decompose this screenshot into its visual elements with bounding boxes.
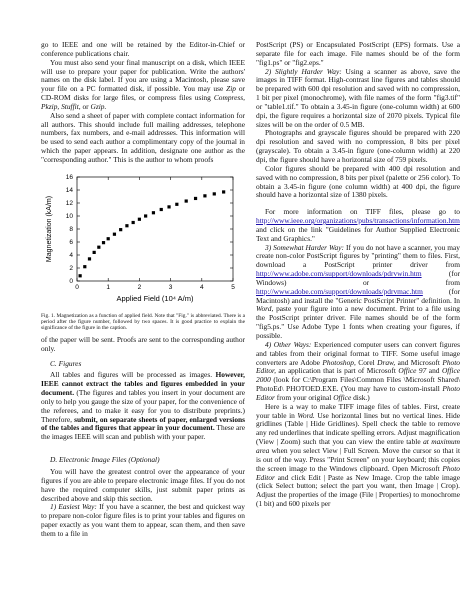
text-run: paste your figure into a new document. Print to a file using the PostScript printer driver. File names should be of the form "fig5.ps." Use Adobe Type 1 fonts when creating your figures, if possible. (256, 304, 460, 340)
text-run: You must also send your final manuscript on a disk, which IEEE will use to prepare your paper for publication. Write the authors' names on the disk label. If you are using a Macintosh, please save your file on a PC formatted disk, if possible. You may use (41, 57, 245, 94)
text-run: Office 97 (398, 366, 427, 376)
y-tick-label: 6 (69, 239, 73, 247)
text-run: disk.) (351, 392, 370, 402)
data-point (88, 257, 91, 260)
data-point (83, 265, 86, 268)
text-run: For more information on TIFF files, please go to (265, 207, 460, 217)
data-point (194, 197, 197, 200)
data-point (138, 217, 141, 220)
text-run: Photo Editor (256, 463, 460, 482)
paragraph: PostScript (PS) or Encapsulated PostScript (EPS) formats. Use a separate file for each image. File names should be of the form "fig1.ps" or "fig2.eps." (256, 40, 460, 67)
text-run: Word. (297, 410, 315, 420)
y-tick-label: 2 (69, 265, 73, 273)
text-run: Office 2000 (256, 366, 461, 385)
x-axis-label: Applied Field (10⁴ A/m) (116, 293, 194, 303)
text-run: Corel (355, 357, 378, 367)
x-tick-label: 3 (168, 283, 173, 291)
paragraph (41, 503, 245, 538)
text-run: Using a scanner as above, save the images in TIFF format. High-contrast line figures and tables should be prepared with 600 dpi resolution and saved with no compression, 1 bit per pixel (monochrome), with file names of the form "fig3.tif" or "table1.tif." To obtain a 3.45-in figure (one-column width) at 600 dpi, the figure requires a horizontal size of 2070 pixels. Typical file sizes will be on the order of 0.5 MB. (256, 66, 460, 129)
text-run: Zip (226, 84, 236, 94)
text-run: and click on the link "Guidelines for Author Supplied Electronic Text and Graphics." (256, 224, 460, 243)
y-tick-label: 8 (69, 226, 73, 234)
data-point (144, 214, 147, 217)
text-run: or CD-ROM disks for large files, or compress files using (41, 84, 245, 103)
data-point (175, 203, 178, 206)
data-point (203, 194, 206, 197)
text-run: Compress, Pkzip, Stuffit, (41, 93, 245, 111)
section-heading: D. Electronic Image Files (Optional) (50, 455, 160, 465)
x-tick-label: 1 (106, 283, 111, 291)
paragraph: Also send a sheet of paper with complete contact information for all authors. This should include full mailing addresses, telephone numbers, fax numbers, and e-mail addresses. This information will be used to send each author a complimentary copy of the journal in which the paper appears. In addition, designate one author as the "corresponding author." This is the author to whom proofs (41, 110, 245, 164)
tiff-info-link[interactable]: http://www.ieee.org/organizations/pubs/transactions/information.htm (256, 216, 460, 226)
text-run: If you have a scanner, the best and quickest way to prepare non-color figure files is to print your tables and figures on paper exactly as you want them to appear, scan them, and then save them to a file in (41, 502, 245, 538)
text-run: Gzip. (90, 101, 107, 111)
x-tick-label: 5 (231, 283, 235, 291)
text-run: However, IEEE cannot extract the tables and figures embedded in your document. (41, 370, 245, 398)
y-axis-label: Magnetization (kA/m) (46, 195, 53, 262)
text-run: (look for C:\Program Files\Common Files \Microsoft Shared\ PhotoEd\ PHOTOED.EXE. (You may have to custom-install (256, 375, 460, 394)
text-run: Photoshop, (322, 357, 356, 367)
paragraph (41, 59, 245, 112)
text-run: 1) Easiest Way: (50, 502, 97, 512)
right-column (256, 41, 460, 509)
y-tick-label: 0 (69, 278, 73, 286)
text-run: or (80, 101, 91, 111)
text-run: and Microsoft (395, 357, 443, 367)
y-tick-label: 12 (65, 200, 73, 208)
windows-driver-link[interactable]: http://www.adobe.com/support/downloads/pdrvwin.htm (256, 269, 422, 279)
y-tick-label: 10 (65, 213, 73, 221)
text-run: and (426, 366, 442, 376)
x-tick-label: 4 (199, 283, 204, 291)
text-run: 2) Slightly Harder Way: (265, 66, 342, 76)
text-run: at maximum area (256, 437, 460, 455)
paragraph (256, 341, 460, 403)
text-run: Photo Editor (256, 384, 460, 402)
text-run: All tables and figures will be processed as images. (50, 370, 216, 380)
text-run: (The figures and tables you insert in your document are only to help you gauge the size of your paper, for the convenience of the referees, and to make it easy for you to distribute preprints.) Therefore, (41, 388, 245, 424)
paragraph (256, 208, 460, 243)
chart-axes (66, 174, 235, 291)
text-run: Experienced computer users can convert figures and tables from their original format to TIFF. Some useful image converters are Adobe (256, 339, 460, 367)
text-run: Draw, (377, 357, 396, 367)
data-point (213, 192, 216, 195)
text-run: Photo Editor, (256, 357, 460, 376)
text-run: These are the images IEEE will scan and publish with your paper. (41, 423, 245, 442)
data-point (119, 228, 122, 231)
text-run: submit, on separate sheets of paper, enlarged versions of the tables and figures that appear in your document. (41, 414, 246, 433)
paragraph (256, 244, 460, 341)
text-run: 4) Other Ways: (265, 339, 312, 349)
x-tick-label: 2 (137, 283, 142, 291)
paragraph: Color figures should be prepared with 400 dpi resolution and saved with no compression, 8 bits per pixel (palette or 256 color). To obtain a 3.45-in figure (one column width) at 400 dpi, the figure should have a horizontal size of 1380 pixels. (256, 163, 460, 200)
data-point (125, 224, 128, 227)
data-point (185, 199, 188, 202)
text-run: Use horizontal lines but no vertical lines. Hide gridlines (Table | Hide Gridlines). Spell check the table to remove any red underlines that indicate spelling errors. Adjust magnification (View | Zoom) such that you can view the entire table (256, 410, 460, 447)
data-point (113, 232, 116, 235)
data-point (102, 241, 105, 244)
data-point (160, 208, 163, 211)
paragraph (256, 68, 460, 130)
data-point (107, 237, 110, 240)
mac-driver-link[interactable]: http://www.adobe.com/support/downloads/pdrvmac.htm (256, 286, 423, 296)
text-run: Word, (256, 304, 274, 314)
text-run: (for Windows) or from (256, 269, 460, 287)
chart-points (79, 190, 226, 277)
data-point (79, 274, 82, 277)
chart-svg (41, 169, 245, 309)
text-run: (for Macintosh) and install the "Generic PostScript Printer" definition. In (256, 286, 460, 305)
y-tick-label: 14 (65, 187, 73, 195)
text-run: when you select View | Full Screen. Move the cursor so that it is out of the way. Press "Print Screen" on your keyboard; this copies the screen image to the Windows clipboard. Open Microsoft (256, 445, 460, 473)
text-run: and click Edit | Paste as New Image. Crop the table image (click Select button; select the part you want, then Image | Crop). Adjust the properties of the image (File | Properties) to monochrome (1 bit) and 600 pixels per (256, 472, 460, 509)
plot-frame (77, 177, 233, 281)
paragraph: go to IEEE and one will be retained by the Editor-in-Chief or conference publications chair. (41, 40, 245, 58)
figure-caption: Fig. 1. Magnetization as a function of applied field. Note that "Fig." is abbreviated. There is a period after the figure number, followed by two spaces. It is good practice to explain the significance of the figure in the caption. (41, 312, 245, 332)
text-run: If you do not have a scanner, you may create non-color PostScript figures by "printing" them to files. First, download a PostScript printer driver from (256, 242, 460, 270)
y-tick-label: 4 (69, 252, 73, 260)
section-heading: C. Figures (50, 358, 82, 368)
paragraph (41, 371, 245, 442)
figure-1 (41, 169, 245, 332)
data-point (152, 211, 155, 214)
text-run: an application that is part of Microsoft (275, 366, 399, 376)
text-run: Office (333, 392, 352, 402)
data-point (167, 205, 170, 208)
text-run: 3) Somewhat Harder Way: (265, 242, 344, 252)
data-point (132, 221, 135, 224)
y-tick-label: 16 (65, 174, 73, 182)
left-column (41, 41, 245, 539)
magnetization-chart (41, 169, 245, 312)
data-point (222, 190, 225, 193)
data-point (97, 245, 100, 248)
text-run: Here is a way to make TIFF image files of tables. First, create your table in (256, 401, 460, 420)
text-run: from your original (274, 392, 334, 402)
paragraph (256, 403, 460, 509)
paragraph: of the paper will be sent. Proofs are sent to the corresponding author only. (41, 334, 245, 353)
x-tick-label: 0 (75, 283, 79, 291)
paragraph: You will have the greatest control over the appearance of your figures if you are able to prepare electronic image files. If you do not have the required computer skills, just submit paper prints as described above and skip this section. (41, 467, 245, 503)
data-point (93, 251, 96, 254)
paragraph: Photographs and grayscale figures should be prepared with 220 dpi resolution and saved with no compression, 8 bits per pixel (grayscale). To obtain a 3.45-in figure (one-column width) at 220 dpi, the figure should have a horizontal size of 759 pixels. (256, 128, 460, 164)
